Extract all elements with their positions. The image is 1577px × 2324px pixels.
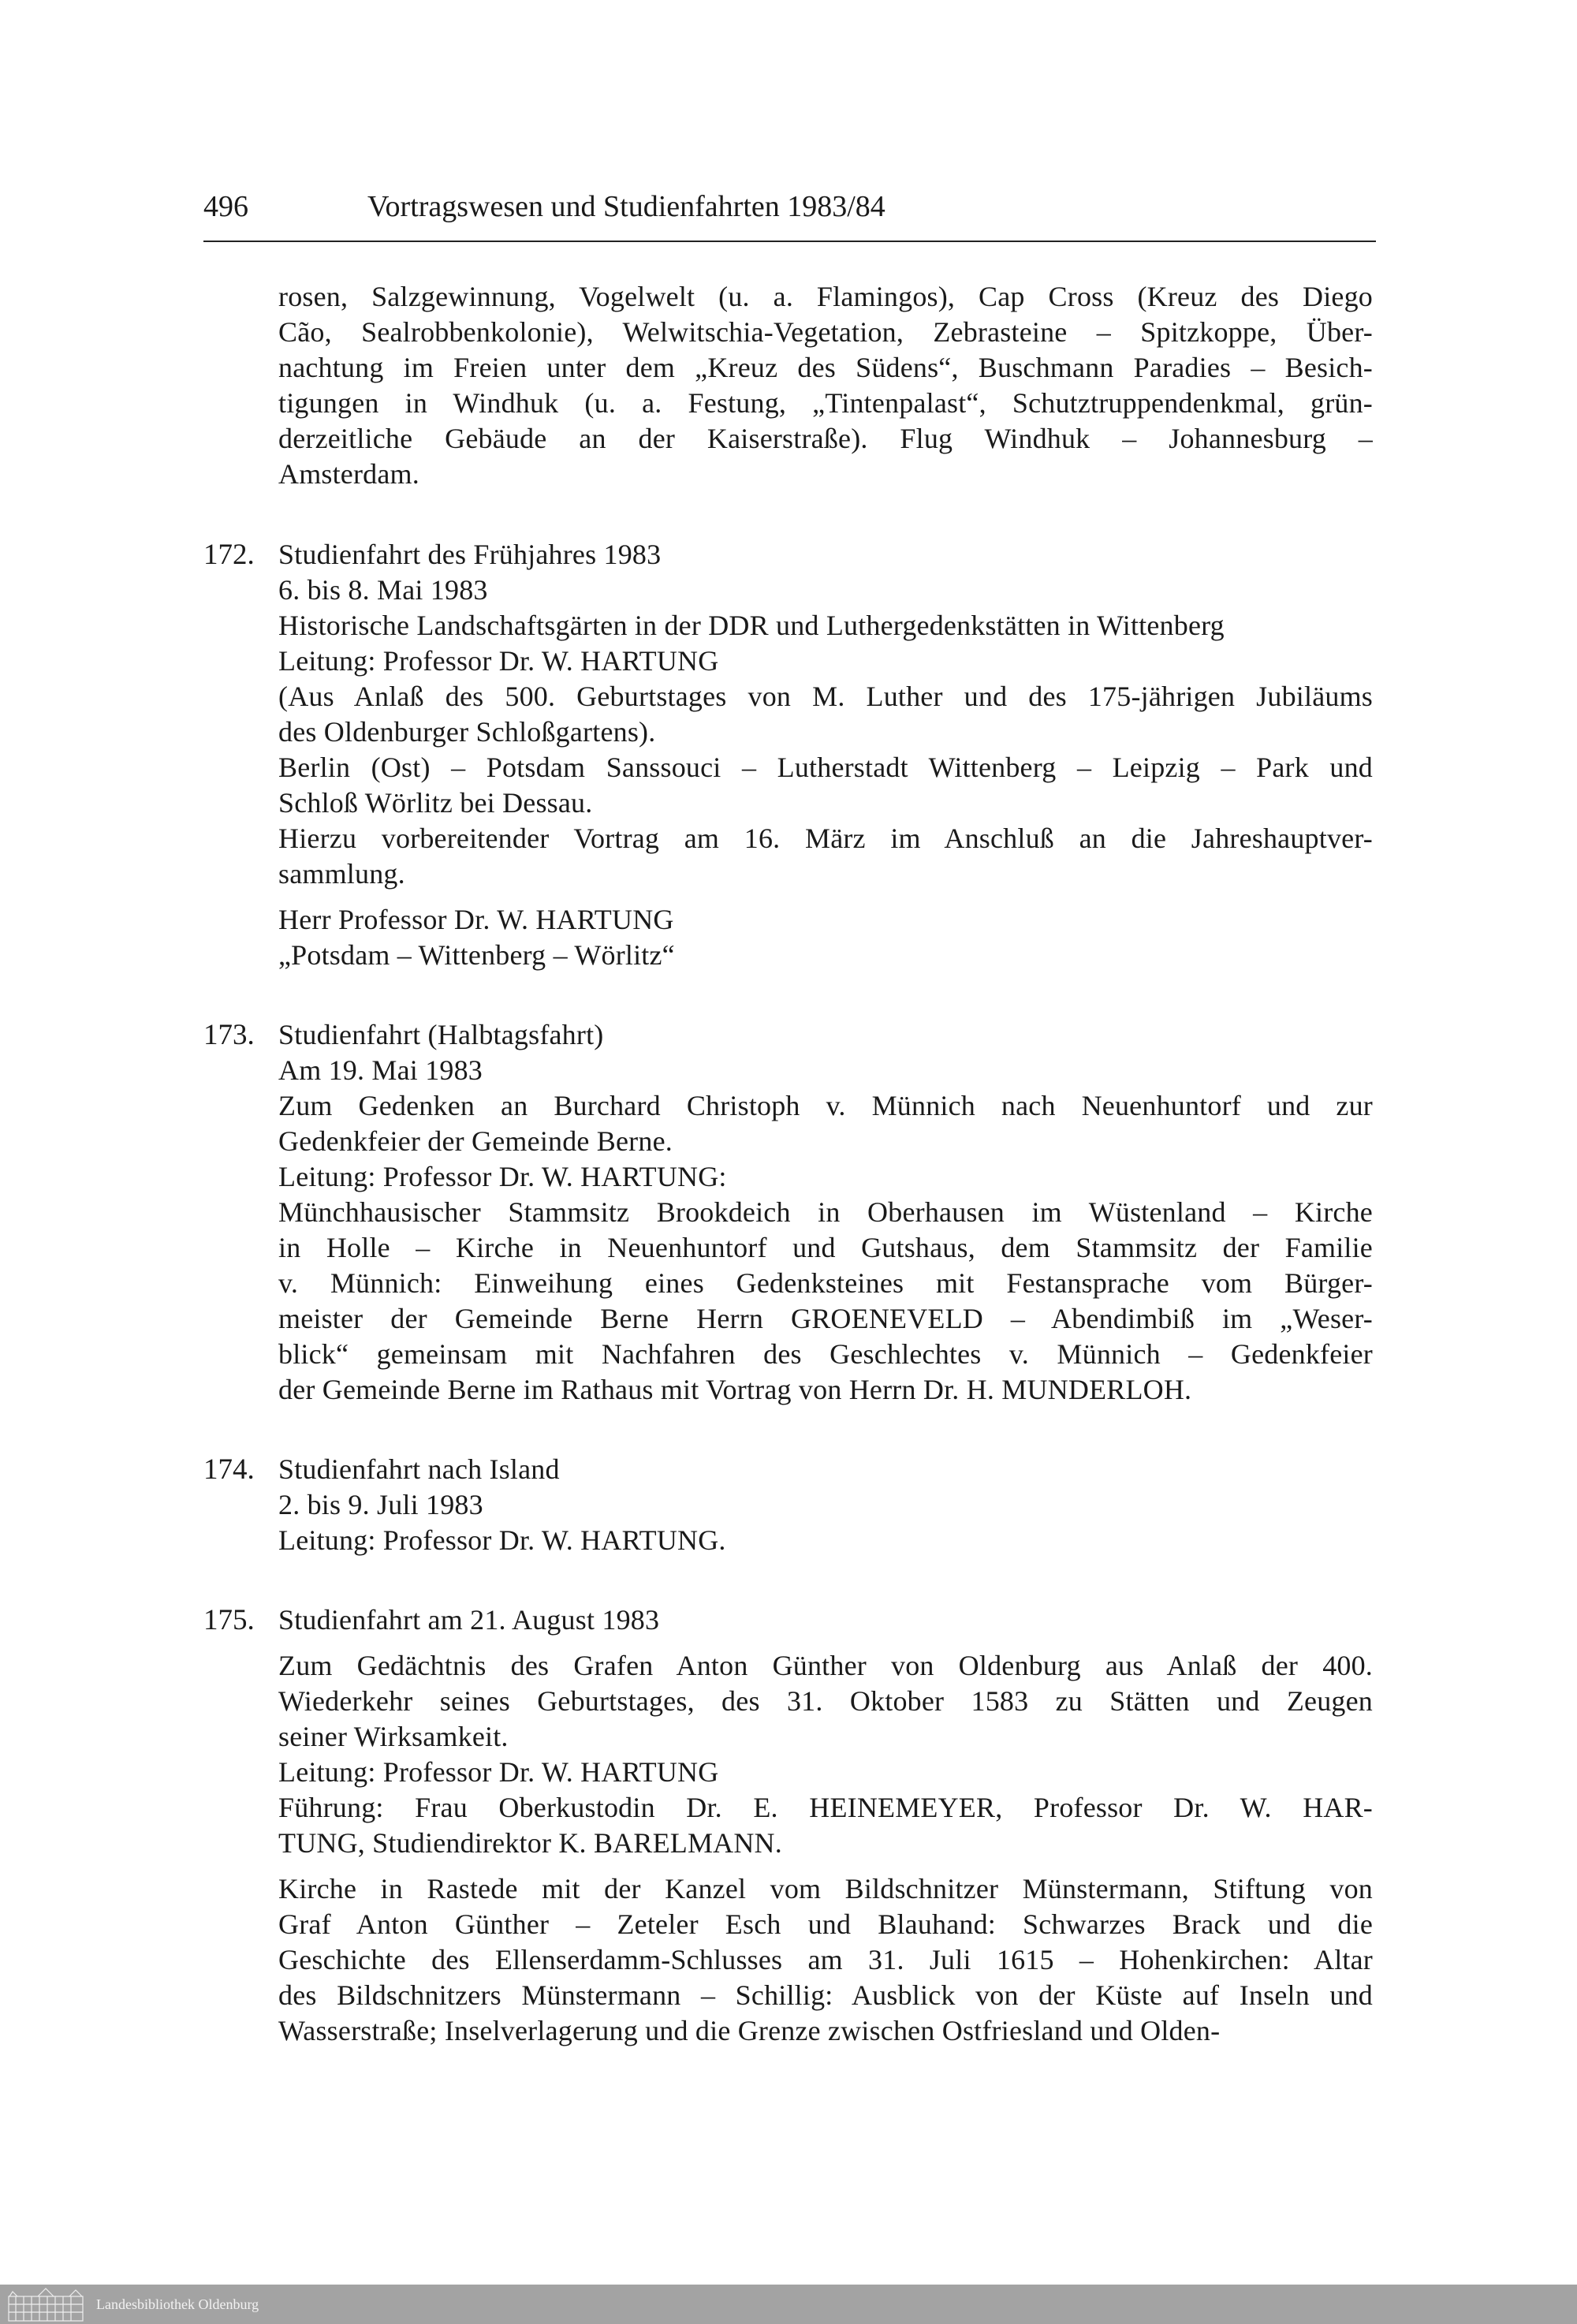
- text-line: Historische Landschaftsgärten in der DDR und Luthergedenkstätten in Wittenberg: [278, 610, 1225, 641]
- paragraph: [278, 679, 1373, 750]
- text-line: Münchhausischer Stammsitz Brookdeich in Oberhausen im Wüstenland – Kirche: [278, 1196, 1373, 1228]
- entry-172: [203, 537, 1373, 973]
- text-line: Graf Anton Günther – Zeteler Esch und Blauhand: Schwarzes Brack und die: [278, 1908, 1373, 1940]
- entry-content: [278, 537, 1373, 973]
- text-line: Studienfahrt am 21. August 1983: [278, 1604, 660, 1636]
- text-line: der Gemeinde Berne im Rathaus mit Vortrag von Herrn Dr. H. MUNDERLOH.: [278, 1374, 1192, 1405]
- text-line: Leitung: Professor Dr. W. HARTUNG: [278, 1756, 719, 1788]
- text-line: Kirche in Rastede mit der Kanzel vom Bildschnitzer Münstermann, Stiftung von: [278, 1873, 1373, 1904]
- header-rule: [203, 241, 1376, 242]
- text-line: Herr Professor Dr. W. HARTUNG: [278, 904, 674, 935]
- text-line: Studienfahrt nach Island: [278, 1453, 560, 1485]
- entry-content: [278, 1452, 1373, 1558]
- paragraph: [278, 1017, 1373, 1053]
- entry-content: [278, 1017, 1373, 1408]
- entry-number: 172.: [203, 539, 255, 571]
- text-line: Wiederkehr seines Geburtstages, des 31. Oktober 1583 zu Stätten und Zeugen: [278, 1685, 1373, 1717]
- paragraph: [278, 279, 1373, 492]
- text-line: Schloß Wörlitz bei Dessau.: [278, 787, 593, 819]
- text-line: rosen, Salzgewinnung, Vogelwelt (u. a. Flamingos), Cap Cross (Kreuz des Diego: [278, 281, 1373, 312]
- entry-content: [278, 279, 1373, 492]
- entry-content: [278, 1602, 1373, 2049]
- text-line: des Oldenburger Schloßgartens).: [278, 716, 656, 748]
- text-line: Führung: Frau Oberkustodin Dr. E. HEINEMEYER, Professor Dr. W. HAR-: [278, 1792, 1373, 1823]
- text-line: v. Münnich: Einweihung eines Gedenksteines mit Festansprache vom Bürger-: [278, 1267, 1373, 1299]
- continued-paragraph: [203, 279, 1373, 492]
- paragraph: [278, 821, 1373, 892]
- paragraph: [278, 750, 1373, 821]
- text-line: sammlung.: [278, 858, 405, 890]
- paragraph: [278, 1648, 1373, 1755]
- text-line: Gedenkfeier der Gemeinde Berne.: [278, 1125, 673, 1157]
- text-line: seiner Wirksamkeit.: [278, 1721, 509, 1752]
- entry-175: [203, 1602, 1373, 2049]
- paragraph: [278, 1053, 1373, 1088]
- text-line: Wasserstraße; Inselverlagerung und die Grenze zwischen Ostfriesland und Olden-: [278, 2015, 1221, 2046]
- library-name: Landesbibliothek Oldenburg: [96, 2296, 259, 2312]
- paragraph: [278, 1602, 1373, 1638]
- paragraph: [278, 537, 1373, 573]
- text-line: Geschichte des Ellenserdamm-Schlusses am 31. Juli 1615 – Hohenkirchen: Altar: [278, 1944, 1373, 1975]
- paragraph: [278, 1159, 1373, 1195]
- text-line: nachtung im Freien unter dem „Kreuz des Südens“, Buschmann Paradies – Besich-: [278, 352, 1373, 383]
- text-line: Cão, Sealrobbenkolonie), Welwitschia-Vegetation, Zebrasteine – Spitzkoppe, Über-: [278, 316, 1373, 348]
- text-line: des Bildschnitzers Münstermann – Schillig: Ausblick von der Küste auf Inseln und: [278, 1979, 1373, 2011]
- text-line: blick“ gemeinsam mit Nachfahren des Geschlechtes v. Münnich – Gedenkfeier: [278, 1338, 1373, 1370]
- text-line: meister der Gemeinde Berne Herrn GROENEVELD – Abendimbiß im „Weser-: [278, 1303, 1373, 1334]
- running-header-title: Vortragswesen und Studienfahrten 1983/84: [367, 190, 885, 223]
- paragraph: [278, 938, 1373, 973]
- paragraph: [278, 1088, 1373, 1159]
- text-line: Zum Gedenken an Burchard Christoph v. Münnich nach Neuenhuntorf und zur: [278, 1090, 1373, 1121]
- paragraph: [278, 1790, 1373, 1861]
- entry-173: [203, 1017, 1373, 1408]
- paragraph: [278, 1195, 1373, 1408]
- text-line: Zum Gedächtnis des Grafen Anton Günther von Oldenburg aus Anlaß der 400.: [278, 1650, 1373, 1681]
- page-number: 496: [203, 190, 248, 223]
- text-line: Studienfahrt (Halbtagsfahrt): [278, 1019, 604, 1050]
- text-line: 2. bis 9. Juli 1983: [278, 1489, 483, 1520]
- text-line: Leitung: Professor Dr. W. HARTUNG: [278, 645, 719, 677]
- paragraph: [278, 1452, 1373, 1487]
- text-line: tigungen in Windhuk (u. a. Festung, „Tintenpalast“, Schutztruppendenkmal, grün-: [278, 387, 1373, 419]
- entry-number: [203, 279, 278, 492]
- text-line: Berlin (Ost) – Potsdam Sanssouci – Lutherstadt Wittenberg – Leipzig – Park und: [278, 752, 1373, 783]
- entry-174: [203, 1452, 1373, 1558]
- paragraph: [278, 1523, 1373, 1558]
- paragraph: [278, 573, 1373, 608]
- entry-number: 174.: [203, 1453, 255, 1486]
- text-line: Am 19. Mai 1983: [278, 1054, 483, 1086]
- text-line: Studienfahrt des Frühjahres 1983: [278, 539, 662, 570]
- text-line: 6. bis 8. Mai 1983: [278, 574, 488, 606]
- paragraph: [278, 902, 1373, 938]
- text-line: Leitung: Professor Dr. W. HARTUNG.: [278, 1524, 726, 1556]
- text-line: Hierzu vorbereitender Vortrag am 16. März im Anschluß an die Jahreshauptver-: [278, 823, 1373, 854]
- text-line: in Holle – Kirche in Neuenhuntorf und Gutshaus, dem Stammsitz der Familie: [278, 1232, 1373, 1263]
- paragraph: [278, 1871, 1373, 2049]
- text-line: derzeitliche Gebäude an der Kaiserstraße). Flug Windhuk – Johannesburg –: [278, 423, 1373, 454]
- entry-number: 175.: [203, 1604, 255, 1636]
- paragraph: [278, 643, 1373, 679]
- paragraph: [278, 1755, 1373, 1790]
- library-footer-bar: [0, 2285, 1577, 2324]
- library-building-logo-icon: [6, 2287, 85, 2322]
- paragraph: [278, 1487, 1373, 1523]
- text-line: (Aus Anlaß des 500. Geburtstages von M. Luther und des 175-jährigen Jubiläums: [278, 681, 1373, 712]
- text-line: „Potsdam – Wittenberg – Wörlitz“: [278, 939, 675, 971]
- text-line: Leitung: Professor Dr. W. HARTUNG:: [278, 1161, 727, 1192]
- text-line: Amsterdam.: [278, 458, 419, 490]
- paragraph: [278, 608, 1373, 643]
- text-line: TUNG, Studiendirektor K. BARELMANN.: [278, 1827, 782, 1859]
- entry-number: 173.: [203, 1019, 255, 1051]
- page-body: [203, 279, 1373, 2093]
